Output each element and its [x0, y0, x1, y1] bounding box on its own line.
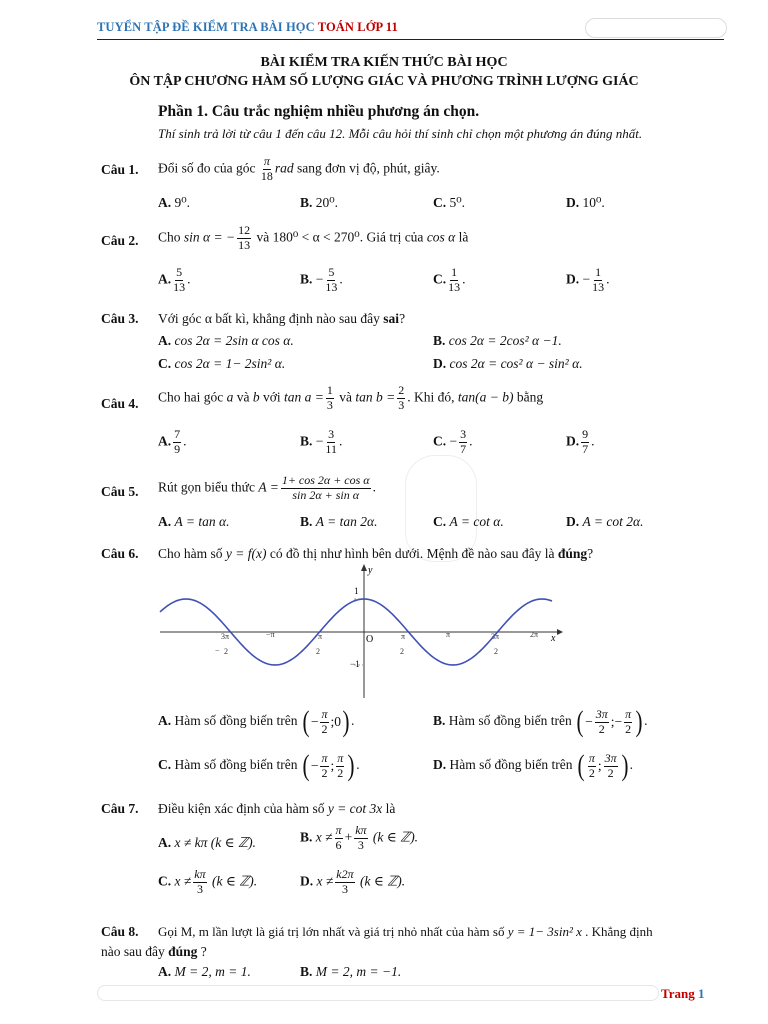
q1-option-b[interactable]: B. 20⁰. — [300, 195, 339, 210]
q1-fraction: $\frac{\pi}{18}$ — [260, 154, 273, 183]
q2-option-c[interactable]: C. $\frac{1}{13}$ . — [433, 265, 466, 294]
q2-option-a[interactable]: A. $\frac{5}{13}$ . — [158, 265, 191, 294]
q5-option-c[interactable]: C. A = cot α. — [433, 514, 504, 529]
svg-text:2: 2 — [224, 647, 228, 656]
origin-label: O — [366, 634, 374, 645]
q7-option-a[interactable]: A. x ≠ kπ (k ∈ ℤ). — [158, 835, 256, 850]
svg-text:2: 2 — [494, 647, 498, 656]
tick-pi: π — [446, 630, 451, 639]
tick-neg-pi: −π — [266, 630, 275, 639]
q4-stem: Cho hai góc a và b với tan a = $\frac{1}{3}$ và tan b = $\frac{2}{3}$ . Khi đó, tan(a − b) bằng — [158, 383, 544, 412]
q4-option-c[interactable]: C. − $\frac{3}{7}$ . — [433, 427, 473, 456]
q6-option-c[interactable]: C. Hàm số đồng biến trên ( − $\frac{\pi}{2}$ ; $\frac{\pi}{2}$ ) . — [158, 749, 360, 782]
q3-stem: Với góc α bất kì, khẳng định nào sau đây sai? — [158, 311, 406, 326]
y-axis-arrow — [361, 564, 367, 571]
q6-label: Câu 6. — [101, 546, 139, 561]
footer-scribble — [97, 985, 659, 1001]
q5-option-a[interactable]: A. A = tan α. — [158, 514, 230, 529]
tick-pi2: π — [401, 632, 406, 641]
q8-label: Câu 8. — [101, 924, 139, 939]
q8-stem: Gọi M, m lần lượt là giá trị lớn nhất và giá trị nhỏ nhất của hàm số y = 1− 3sin² x . Khẳng định — [158, 924, 653, 939]
q3-option-c[interactable]: C. cos 2α = 1− 2sin² α. — [158, 356, 286, 371]
page-title: BÀI KIỂM TRA KIẾN THỨC BÀI HỌC — [260, 55, 508, 70]
tick-neg-pi2: π — [318, 632, 323, 641]
q3-option-a[interactable]: A. cos 2α = 2sin α cos α. — [158, 333, 294, 348]
svg-text:2: 2 — [316, 647, 320, 656]
header-left: TUYỂN TẬP ĐỀ KIỂM TRA BÀI HỌC — [97, 20, 315, 34]
y-tick-one: 1 — [354, 586, 359, 596]
q5-option-b[interactable]: B. A = tan 2α. — [300, 514, 378, 529]
q5-stem: Rút gọn biểu thức A = $\frac{\text{1+ cos 2α + cos α}}{\text{sin 2α + sin α}}$ . — [158, 473, 376, 502]
tick-neg-3pi2: 3π — [221, 632, 230, 641]
q4-option-b[interactable]: B. − $\frac{3}{11}$ . — [300, 427, 343, 456]
q7-option-d[interactable]: D. x ≠ $\frac{k2\pi}{3}$ (k ∈ ℤ). — [300, 867, 406, 896]
svg-text:2: 2 — [400, 647, 404, 656]
q7-label: Câu 7. — [101, 801, 139, 816]
x-tick-labels — [215, 630, 538, 656]
q8-option-b[interactable]: B. M = 2, m = −1. — [300, 964, 402, 979]
q4-option-a[interactable]: A. $\frac{7}{9}$ . — [158, 427, 187, 456]
q1-stem: Đổi số đo của góc $\frac{\pi}{18}$ rad sang đơn vị độ, phút, giây. — [158, 154, 440, 183]
q8-option-a[interactable]: A. M = 2, m = 1. — [158, 964, 251, 979]
q2-option-b[interactable]: B. − $\frac{5}{13}$ . — [300, 265, 343, 294]
q7-option-b[interactable]: B. x ≠ $\frac{\pi}{6}$ + $\frac{k\pi}{3}$ (k ∈ ℤ). — [300, 823, 419, 852]
q2-label: Câu 2. — [101, 233, 139, 248]
scribble-decoration — [585, 18, 727, 38]
page-subtitle: ÔN TẬP CHƯƠNG HÀM SỐ LƯỢNG GIÁC VÀ PHƯƠNG TRÌNH LƯỢNG GIÁC — [129, 74, 639, 89]
instruction-text: Thí sinh trả lời từ câu 1 đến câu 12. Mỗi câu hỏi thí sinh chỉ chọn một phương án đúng nhất. — [158, 126, 643, 141]
q1-option-d[interactable]: D. 10⁰. — [566, 195, 605, 210]
header-right: TOÁN LỚP 11 — [317, 20, 398, 34]
q4-label: Câu 4. — [101, 396, 139, 411]
q7-stem: Điều kiện xác định của hàm số y = cot 3x là — [158, 801, 396, 816]
x-axis-arrow — [557, 629, 563, 635]
q3-option-b[interactable]: B. cos 2α = 2cos² α −1. — [433, 333, 562, 348]
q2-stem: Cho sin α = − $\frac{12}{13}$ và 180⁰ < α < 270⁰. Giá trị của cos α là — [158, 223, 469, 252]
header — [97, 20, 398, 35]
q6-stem: Cho hàm số y = f(x) có đồ thị như hình bên dưới. Mệnh đề nào sau đây là đúng? — [158, 546, 594, 561]
q1-option-a[interactable]: A. 9⁰. — [158, 195, 191, 210]
tick-3pi2: 3π — [491, 632, 500, 641]
q7-option-c[interactable]: C. x ≠ $\frac{k\pi}{3}$ (k ∈ ℤ). — [158, 867, 258, 896]
q8-stem-line2: nào sau đây đúng ? — [101, 944, 207, 959]
y-axis-label: y — [368, 565, 373, 576]
q1-label: Câu 1. — [101, 162, 139, 177]
q4-option-d[interactable]: D. $\frac{9}{7}$ . — [566, 427, 595, 456]
x-axis-label: x — [551, 633, 556, 644]
q2-option-d[interactable]: D. − $\frac{1}{13}$ . — [566, 265, 610, 294]
q3-label: Câu 3. — [101, 311, 139, 326]
section-heading: Phần 1. Câu trắc nghiệm nhiều phương án chọn. — [158, 103, 480, 120]
q5-option-d[interactable]: D. A = cot 2α. — [566, 514, 644, 529]
q6-option-d[interactable]: D. Hàm số đồng biến trên ( $\frac{\pi}{2}$ ; $\frac{3\pi}{2}$ ) . — [433, 749, 634, 782]
q6-option-a[interactable]: A. Hàm số đồng biến trên ( − $\frac{\pi}{2}$ ;0 ) . — [158, 705, 355, 738]
q5-label: Câu 5. — [101, 484, 139, 499]
q6-option-b[interactable]: B. Hàm số đồng biến trên ( − $\frac{3\pi}{2}$ ;− $\frac{\pi}{2}$ ) . — [433, 705, 648, 738]
svg-text:−: − — [215, 646, 220, 655]
q1-option-c[interactable]: C. 5⁰. — [433, 195, 466, 210]
q3-option-d[interactable]: D. cos 2α = cos² α − sin² α. — [433, 356, 583, 371]
page-number: Trang 1 — [661, 986, 705, 1001]
header-divider — [97, 39, 724, 40]
tick-2pi: 2π — [530, 630, 539, 639]
y-tick-minus-one: −1 — [350, 659, 360, 669]
function-graph — [155, 563, 565, 700]
